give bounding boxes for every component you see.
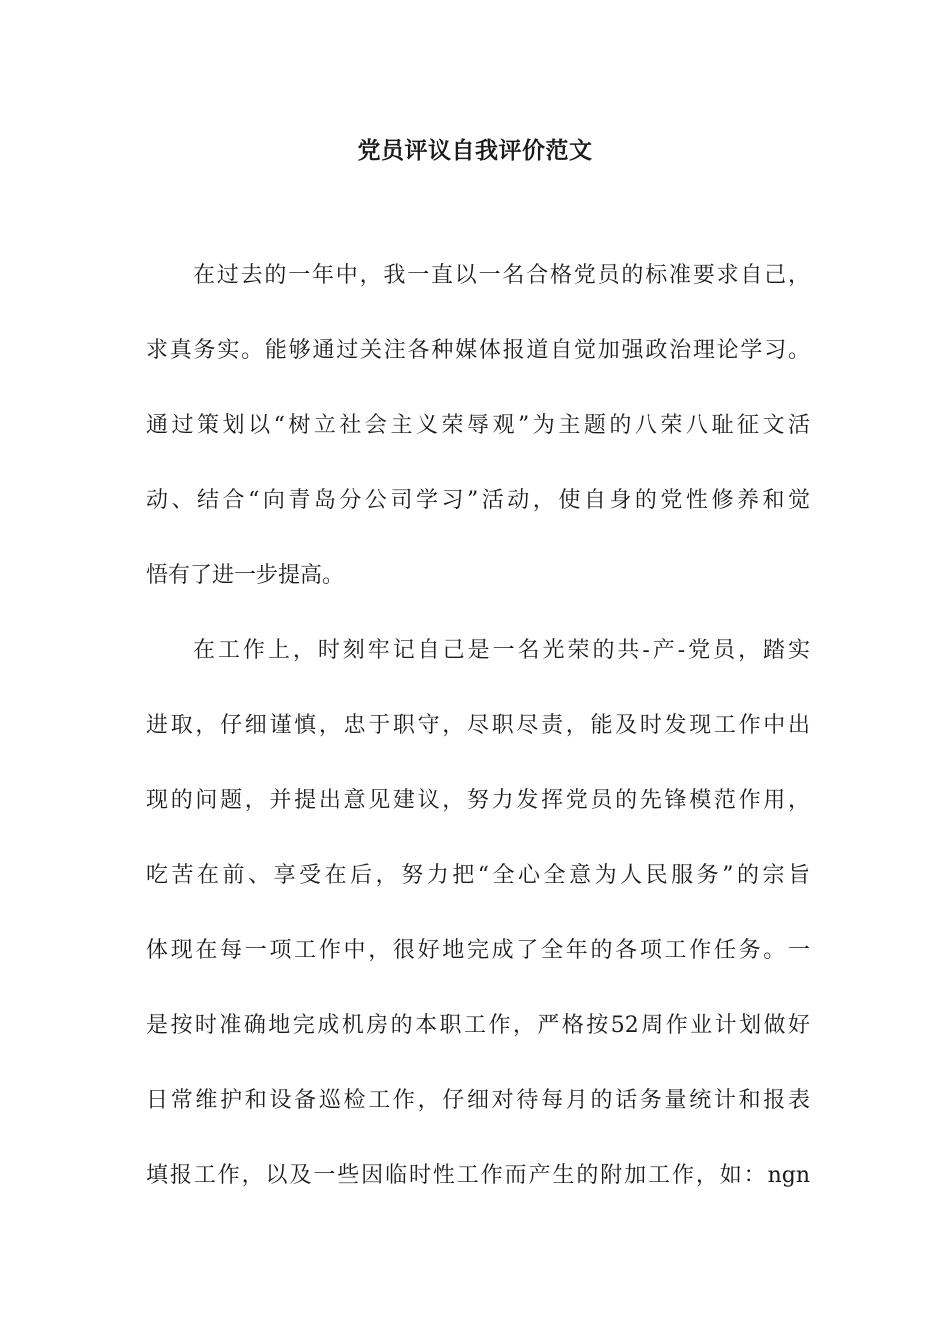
paragraph-line: 日常维护和设备巡检工作，仔细对待每月的话务量统计和报表 — [146, 1088, 810, 1113]
document-title: 党员评议自我评价范文 — [357, 137, 593, 164]
paragraph-line: 现的问题，并提出意见建议，努力发挥党员的先锋模范作用， — [146, 788, 810, 813]
paragraph-line: 填报工作，以及一些因临时性工作而产生的附加工作，如：ngn — [146, 1163, 810, 1188]
paragraph-line: 是按时准确地完成机房的本职工作，严格按52周作业计划做好 — [146, 1013, 810, 1038]
paragraph-line: 在工作上，时刻牢记自己是一名光荣的共-产-党员，踏实 — [193, 638, 810, 663]
paragraph-line: 动、结合“向青岛分公司学习”活动，使自身的党性修养和觉 — [146, 488, 810, 513]
paragraph-line: 体现在每一项工作中，很好地完成了全年的各项工作任务。一 — [146, 938, 810, 963]
paragraph-line: 悟有了进一步提高。 — [146, 563, 345, 588]
paragraph-line: 通过策划以“树立社会主义荣辱观”为主题的八荣八耻征文活 — [146, 413, 810, 438]
paragraph-line: 进取，仔细谨慎，忠于职守，尽职尽责，能及时发现工作中出 — [146, 713, 810, 738]
paragraph-line: 吃苦在前、享受在后，努力把“全心全意为人民服务”的宗旨 — [146, 863, 810, 888]
paragraph-line: 在过去的一年中，我一直以一名合格党员的标准要求自己， — [193, 263, 810, 288]
paragraph-line: 求真务实。能够通过关注各种媒体报道自觉加强政治理论学习。 — [146, 338, 810, 363]
